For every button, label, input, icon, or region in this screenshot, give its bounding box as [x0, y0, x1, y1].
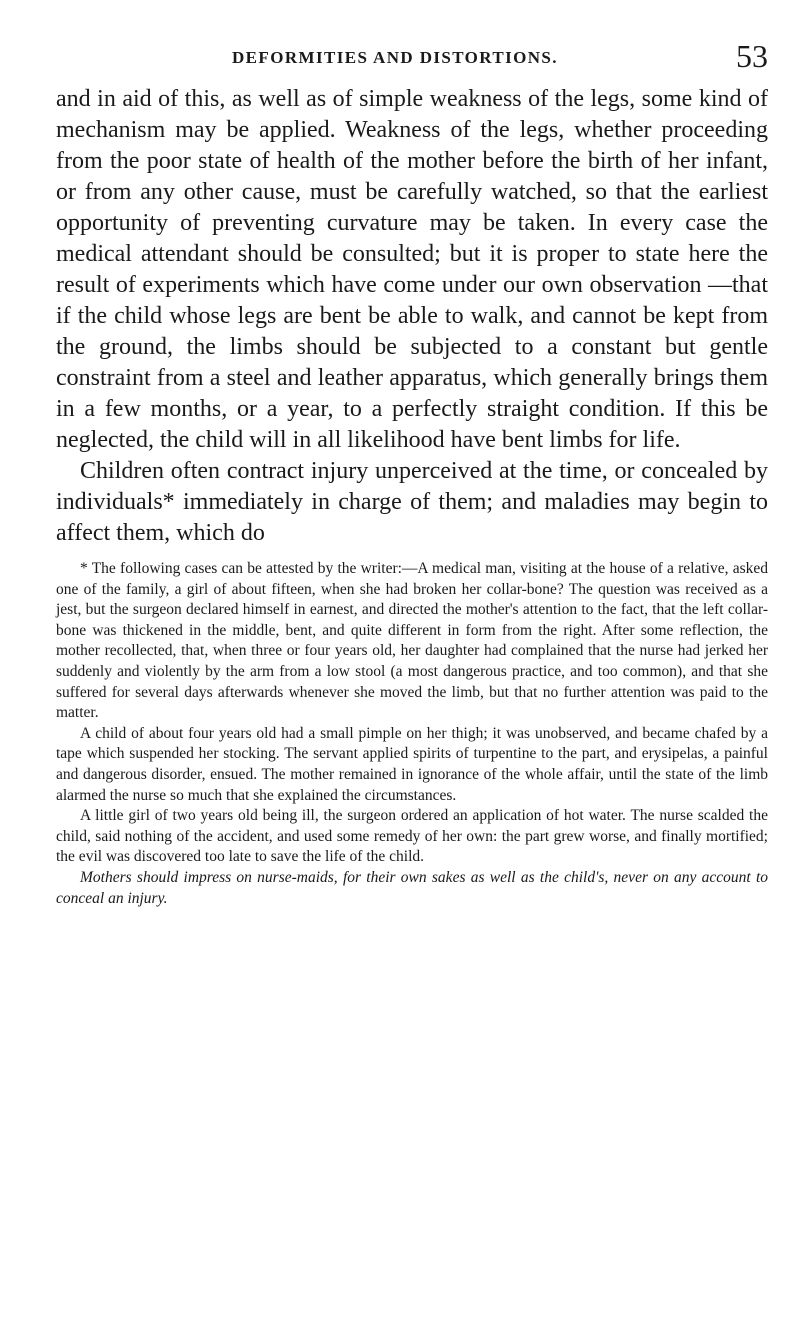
running-title: DEFORMITIES AND DISTORTIONS. [232, 48, 558, 67]
footnote-paragraph: * The following cases can be attested by the writer:—A medical man, visiting at the house of a relative, asked one of the family, a girl of about fifteen, when she had broken her collar-bone? The question was received as a jest, but the surgeon declared himself in earnest, and directed the mother's attention to the fact, that the left collar-bone was thickened in the middle, bent, and quite different in form from the right. After some reflection, the mother recollected, that, when three or four years old, her daughter had complained that the nurse had jerked her suddenly and violently by the arm from a low stool (a most dangerous practice, and too common), and that she suffered for several days afterwards whenever she moved the limb, but that no further attention was paid to the matter. [56, 560, 768, 722]
footnotes [56, 559, 768, 909]
book-page [56, 40, 768, 909]
page-header [56, 40, 768, 84]
page-number: 53 [736, 38, 768, 74]
body-text [56, 84, 768, 549]
footnote-paragraph: A little girl of two years old being ill, the surgeon ordered an application of hot water. The nurse scalded the child, said nothing of the accident, and used some remedy of her own: the part grew worse, and finally mortified; the evil was discovered too late to save the life of the child. [56, 807, 768, 866]
footnote-italic-advice: Mothers should impress on nurse-maids, for their own sakes as well as the child's, never on any account to conceal an injury. [56, 868, 768, 907]
body-paragraph: and in aid of this, as well as of simple weakness of the legs, some kind of mechanism may be applied. Weakness of the legs, whether proceeding from the poor state of health of the mother before the birth of her infant, or from any other cause, must be carefully watched, so that the earliest opportunity of preventing curvature may be taken. In every case the medical attendant should be consulted; but it is proper to state here the result of experiments which have come under our own observation —that if the child whose legs are bent be able to walk, and cannot be kept from the ground, the limbs should be subjected to a constant but gentle constraint from a steel and leather apparatus, which generally brings them in a few months, or a year, to a perfectly straight condition. If this be neglected, the child will in all likelihood have bent limbs for life. [56, 86, 768, 453]
footnote-paragraph: A child of about four years old had a small pimple on her thigh; it was unobserved, and became chafed by a tape which suspended her stocking. The servant applied spirits of turpentine to the part, and erysipelas, a painful and dangerous disorder, ensued. The mother remained in ignorance of the whole affair, until the state of the limb alarmed the nurse so much that she explained the circumstances. [56, 724, 768, 804]
body-paragraph: Children often contract injury unperceived at the time, or concealed by individuals* immediately in charge of them; and maladies may begin to affect them, which do [56, 458, 768, 546]
